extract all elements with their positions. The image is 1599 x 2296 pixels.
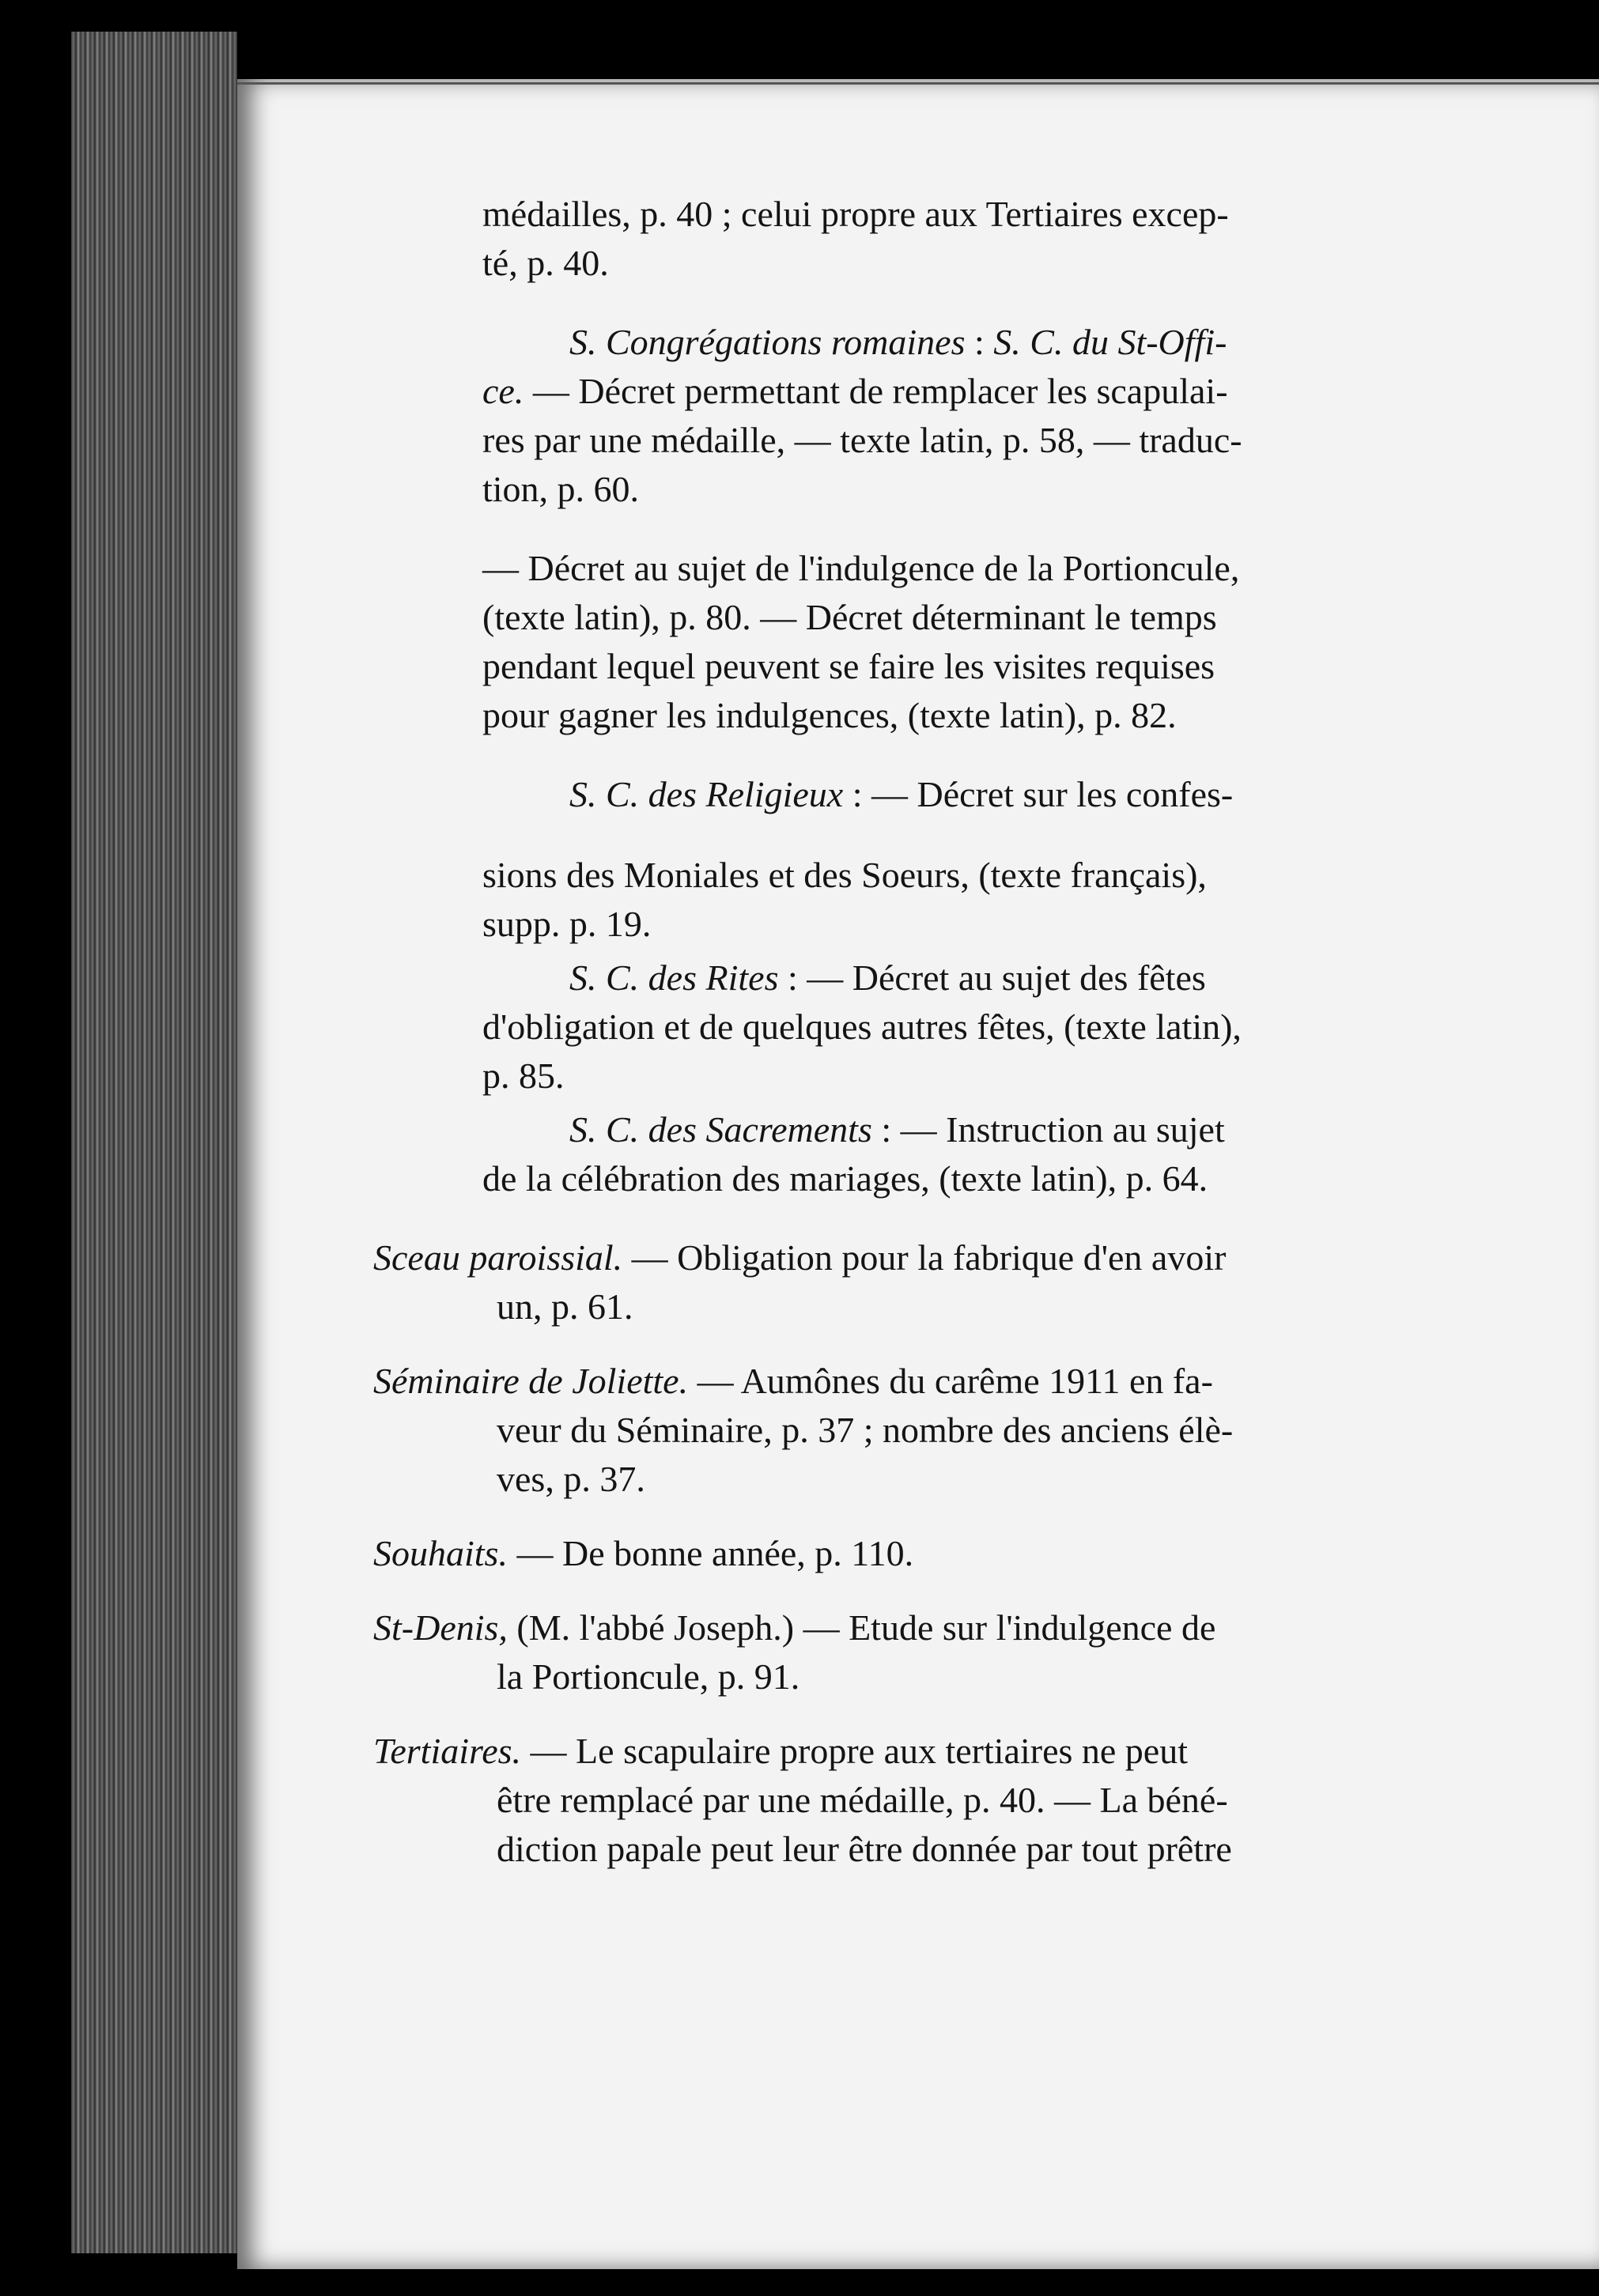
text-line: supp. p. 19. — [482, 904, 652, 944]
book-page-edges — [71, 32, 237, 2253]
text-line: tion, p. 60. — [482, 469, 640, 509]
paragraph-portioncule — [482, 544, 1510, 740]
text-line: — Décret au sujet de l'indulgence de la Portioncule, — [482, 548, 1240, 588]
paragraph-sacrements — [482, 1105, 1510, 1203]
text-line — [373, 1529, 1510, 1578]
entry-seminaire — [373, 1357, 1510, 1504]
text-line — [482, 954, 1510, 1003]
text-line: pour gagner les indulgences, (texte latin), p. 82. — [482, 695, 1177, 735]
text-line — [373, 1357, 1510, 1406]
entry-title-souhaits: Souhaits. — [373, 1533, 508, 1573]
heading-st-office-end: ce. — [482, 371, 524, 411]
entry-souhaits — [373, 1529, 1510, 1578]
line-rest: : — Instruction au sujet — [871, 1109, 1225, 1150]
line-rest: — Décret permettant de remplacer les scapulai- — [524, 371, 1228, 411]
text-line — [482, 367, 1510, 416]
heading-religieux: S. C. des Religieux — [569, 774, 844, 814]
entry-title-tertiaires: Tertiaires. — [373, 1731, 522, 1771]
text-line — [373, 1233, 1510, 1282]
heading-rites: S. C. des Rites — [569, 957, 779, 998]
page-top-rule — [237, 82, 1599, 85]
line-rest: (M. l'abbé Joseph.) — Etude sur l'indulgence de — [507, 1607, 1216, 1648]
text-line: pendant lequel peuvent se faire les visites requises — [482, 646, 1215, 686]
text-line: être remplacé par une médaille, p. 40. — La béné- — [497, 1780, 1228, 1820]
text-line: un, p. 61. — [497, 1286, 633, 1327]
heading-st-office: S. C. du St-Offi- — [993, 322, 1227, 362]
line-rest: — De bonne année, p. 110. — [507, 1533, 914, 1573]
entry-tertiaires — [373, 1727, 1510, 1874]
separator: : — [965, 322, 994, 362]
text-line — [373, 1603, 1510, 1652]
text-line: de la célébration des mariages, (texte latin), p. 64. — [482, 1158, 1208, 1199]
entry-title-seminaire: Séminaire de Joliette. — [373, 1361, 689, 1401]
text-line: la Portioncule, p. 91. — [497, 1656, 800, 1697]
paragraph-religieux — [482, 770, 1510, 949]
entry-sceau — [373, 1233, 1510, 1331]
entry-st-denis — [373, 1603, 1510, 1701]
text-line — [482, 318, 1510, 367]
text-line — [482, 770, 1510, 819]
text-line: d'obligation et de quelques autres fêtes, (texte latin), — [482, 1006, 1242, 1047]
text-line: diction papale peut leur être donnée par tout prêtre — [497, 1829, 1232, 1869]
text-line: veur du Séminaire, p. 37 ; nombre des anciens élè- — [497, 1410, 1234, 1450]
text-line: res par une médaille, — texte latin, p. 58, — traduc- — [482, 420, 1242, 460]
line-rest: : — Décret au sujet des fêtes — [778, 957, 1206, 998]
text-line: ves, p. 37. — [497, 1459, 645, 1499]
paragraph-rites — [482, 954, 1510, 1101]
line-rest: — Obligation pour la fabrique d'en avoir — [622, 1237, 1227, 1278]
text-line: médailles, p. 40 ; celui propre aux Tertiaires excep- — [482, 194, 1229, 234]
paragraph-congregations — [482, 318, 1510, 514]
entry-title-sceau: Sceau paroissial. — [373, 1237, 623, 1278]
entry-title-st-denis: St-Denis, — [373, 1607, 508, 1648]
text-line: (texte latin), p. 80. — Décret déterminant le temps — [482, 597, 1217, 637]
text-line — [373, 1727, 1510, 1776]
heading-sacrements: S. C. des Sacrements — [569, 1109, 872, 1150]
text-line: sions des Moniales et des Soeurs, (texte français), — [482, 855, 1207, 895]
text-line: p. 85. — [482, 1055, 565, 1096]
text-line: té, p. 40. — [482, 243, 609, 283]
index-text — [373, 190, 1510, 1899]
line-rest: — Le scapulaire propre aux tertiaires ne peut — [521, 1731, 1189, 1771]
line-rest: : — Décret sur les confes- — [843, 774, 1234, 814]
line-rest: — Aumônes du carême 1911 en fa- — [688, 1361, 1213, 1401]
text-line — [482, 1105, 1510, 1154]
heading-congregations: S. Congrégations romaines — [569, 322, 966, 362]
paragraph-medailles — [482, 190, 1510, 288]
